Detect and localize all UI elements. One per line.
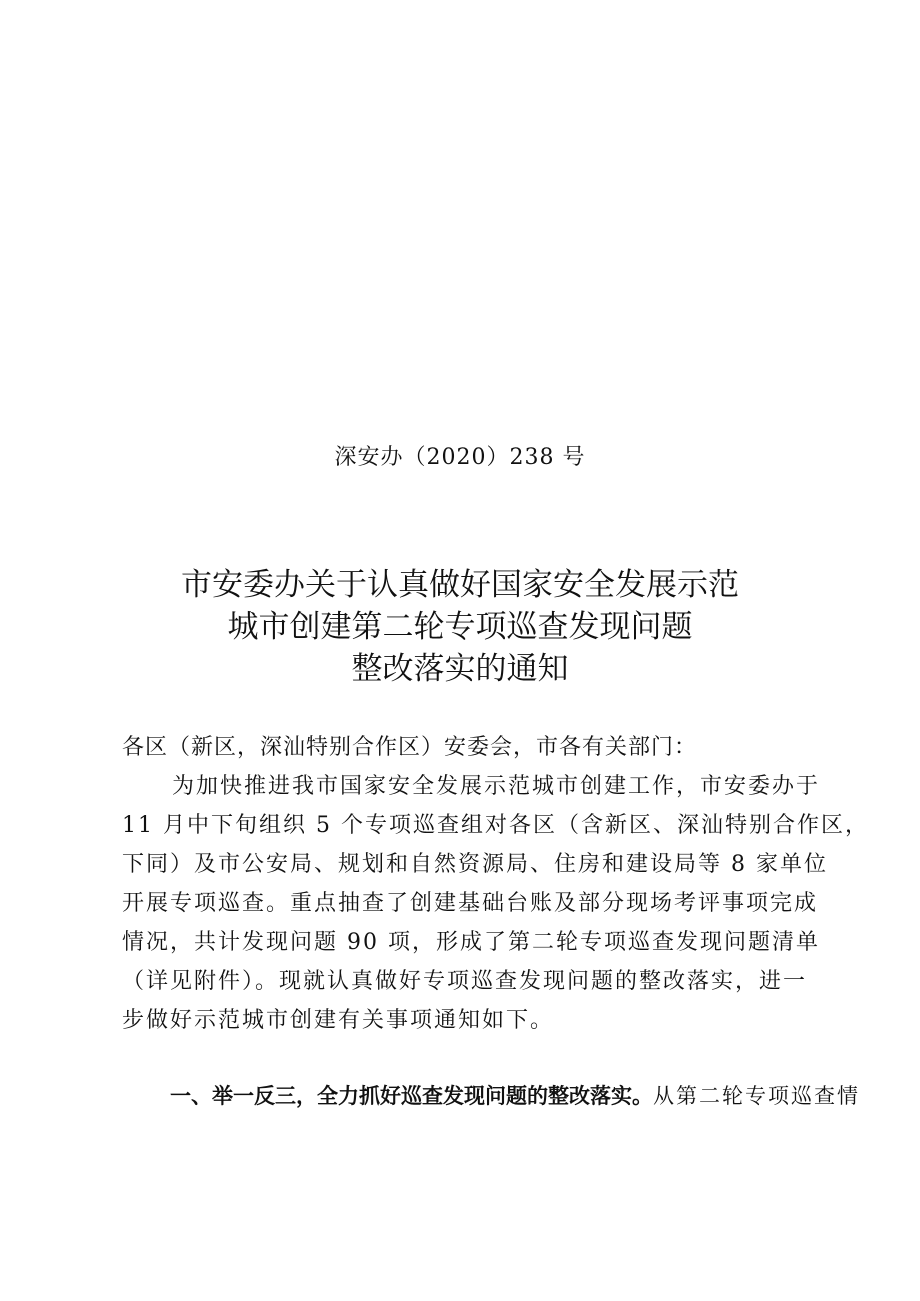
body-line: 开展专项巡查。重点抽查了创建基础台账及部分现场考评事项完成	[122, 891, 819, 916]
section-heading-1	[170, 1080, 860, 1110]
body-line: 步做好示范城市创建有关事项通知如下。	[122, 1008, 555, 1033]
document-title	[0, 564, 920, 690]
body-paragraph	[122, 767, 869, 1040]
title-line-3: 整改落实的通知	[351, 651, 569, 687]
title-line-2: 城市创建第二轮专项巡查发现问题	[227, 609, 693, 645]
addressee-line: 各区（新区，深汕特别合作区）安委会，市各有关部门：	[122, 735, 698, 760]
document-number: 深安办（2020）238 号	[334, 445, 586, 470]
section-heading-bold: 一、举一反三，全力抓好巡查发现问题的整改落实。	[170, 1084, 653, 1108]
section-heading-continuation: 从第二轮专项巡查情	[653, 1084, 860, 1108]
title-line-1: 市安委办关于认真做好国家安全发展示范	[181, 567, 739, 603]
body-line: 11 月中下旬组织 5 个专项巡查组对各区（含新区、深汕特别合作区，	[122, 813, 869, 838]
body-line: 情况，共计发现问题 90 项，形成了第二轮专项巡查发现问题清单	[122, 930, 820, 955]
body-line: 下同）及市公安局、规划和自然资源局、住房和建设局等 8 家单位	[122, 852, 828, 877]
body-line: 为加快推进我市国家安全发展示范城市创建工作，市安委办于	[172, 774, 821, 799]
body-line: （详见附件）。现就认真做好专项巡查发现问题的整改落实，进一	[122, 969, 808, 994]
